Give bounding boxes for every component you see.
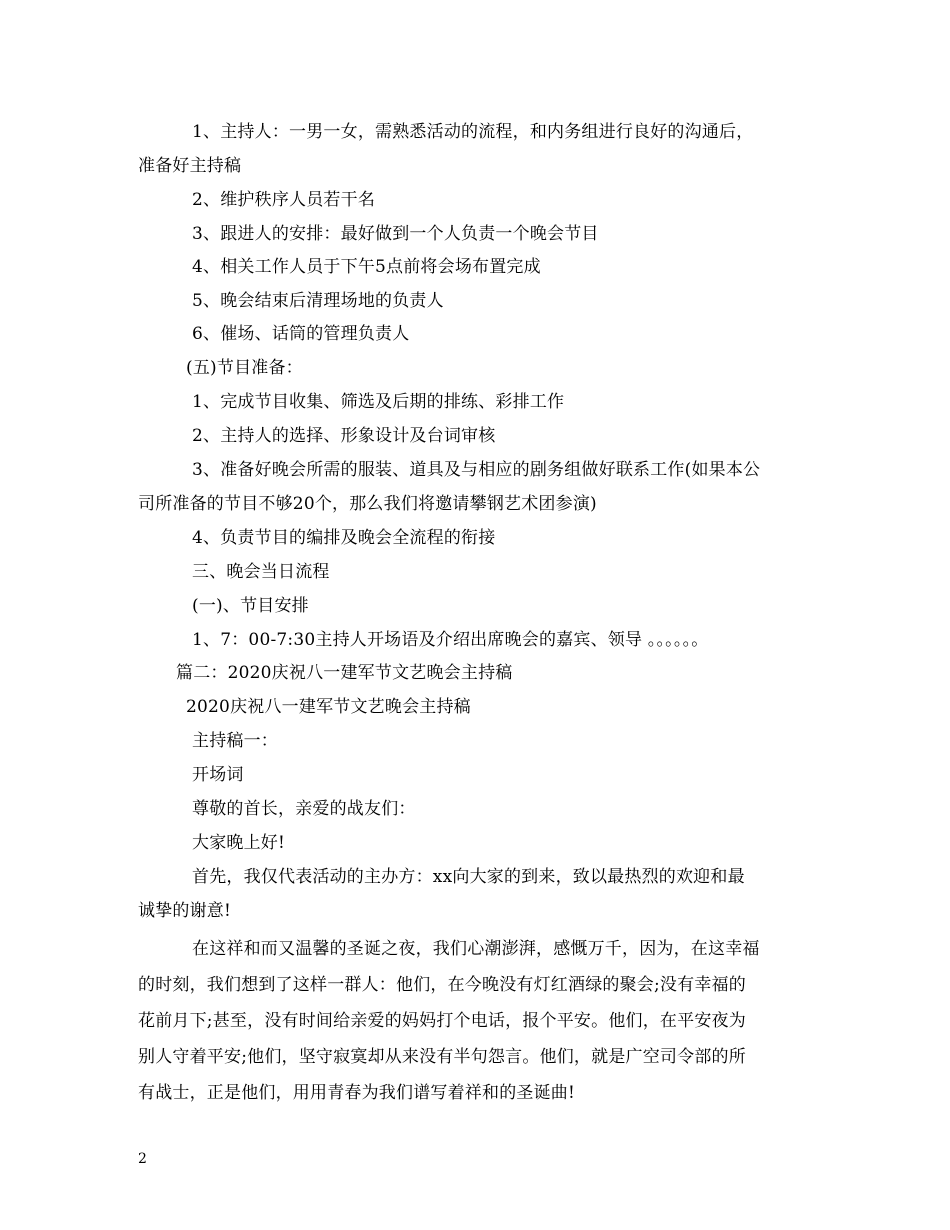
text-line: 3、跟进人的安排：最好做到一个人负责一个晚会节目 (192, 224, 599, 244)
section-heading: 三、晚会当日流程 (192, 562, 330, 582)
text-line: 2、主持人的选择、形象设计及台词审核 (192, 426, 496, 446)
text-line: 诚挚的谢意! (138, 901, 232, 921)
text-line: 开场词 (192, 765, 244, 785)
text-line: 1、完成节目收集、筛选及后期的排练、彩排工作 (192, 392, 565, 412)
text-line: 首先，我仅代表活动的主办方：xx向大家的到来，致以最热烈的欢迎和最 (192, 867, 745, 887)
chapter-heading: 篇二：2020庆祝八一建军节文艺晚会主持稿 (176, 663, 513, 683)
text-line: 别人守着平安;他们，坚守寂寞却从来没有半句怨言。他们，就是广空司令部的所 (138, 1047, 746, 1067)
chapter-title: 2020庆祝八一建军节文艺晚会主持稿 (186, 697, 471, 717)
text-line: 5、晚会结束后清理场地的负责人 (192, 291, 444, 311)
text-line: 6、催场、话筒的管理负责人 (192, 324, 410, 344)
text-line: 司所准备的节目不够20个，那么我们将邀请攀钢艺术团参演) (138, 494, 597, 514)
section-heading: (一)、节目安排 (192, 596, 309, 616)
text-line: 尊敬的首长，亲爱的战友们： (192, 799, 416, 819)
text-line: 2、维护秩序人员若干名 (192, 190, 376, 210)
text-line: 4、相关工作人员于下午5点前将会场布置完成 (192, 257, 541, 277)
text-line: 在这祥和而又温馨的圣诞之夜，我们心潮澎湃，感慨万千，因为，在这幸福 (192, 939, 760, 959)
text-line: 主持稿一： (192, 731, 278, 751)
text-line: 准备好主持稿 (138, 156, 242, 176)
text-line: 的时刻，我们想到了这样一群人：他们，在今晚没有灯红酒绿的聚会;没有幸福的 (138, 975, 746, 995)
text-line: 1、主持人：一男一女，需熟悉活动的流程，和内务组进行良好的沟通后， (192, 122, 754, 142)
text-line: 大家晚上好! (192, 833, 286, 853)
text-line: 有战士，正是他们，用用青春为我们谱写着祥和的圣诞曲! (138, 1083, 576, 1103)
text-line: 3、准备好晚会所需的服装、道具及与相应的剧务组做好联系工作(如果本公 (192, 460, 761, 480)
text-line: 4、负责节目的编排及晚会全流程的衔接 (192, 528, 496, 548)
text-line: 1、7：00-7:30主持人开场语及介绍出席晚会的嘉宾、领导 。。。。。。 (192, 630, 709, 650)
page-number: 2 (138, 1151, 147, 1167)
section-heading: (五)节目准备： (186, 358, 303, 378)
text-line: 花前月下;甚至，没有时间给亲爱的妈妈打个电话，报个平安。他们，在平安夜为 (138, 1011, 746, 1031)
